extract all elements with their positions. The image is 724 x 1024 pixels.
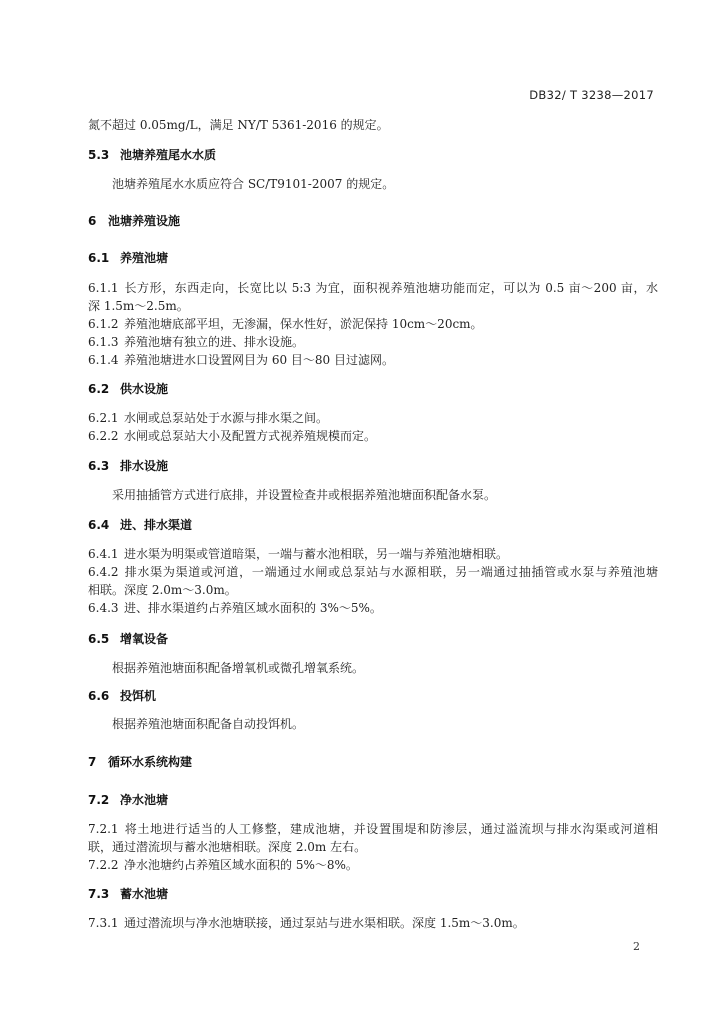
clause-number: 7.3.1 <box>88 916 119 930</box>
heading-title: 循环水系统构建 <box>108 755 193 769</box>
heading-number: 6.1 <box>88 251 110 265</box>
heading-number: 6.4 <box>88 518 110 532</box>
clause-text: 通过潜流坝与净水池塘联接，通过泵站与进水渠相联。深度 1.5m～3.0m。 <box>124 916 525 930</box>
clause-text: 将土地进行适当的人工修整，建成池塘，并设置围堤和防渗层，通过溢流坝与排水沟渠或河道相 <box>124 822 658 836</box>
heading-title: 蓄水池塘 <box>120 887 169 901</box>
clause-6-2-2 <box>88 428 658 445</box>
clause-6-1-1 <box>88 280 658 297</box>
clause-number: 6.4.2 <box>88 565 119 579</box>
heading-title: 进、排水渠道 <box>120 518 193 532</box>
standard-code: DB32/ T 3238—2017 <box>529 88 654 102</box>
clause-continuation: 深 1.5m～2.5m。 <box>88 299 189 313</box>
clause-continuation: 联，通过潜流坝与蓄水池塘相联。深度 2.0m 左右。 <box>88 840 367 854</box>
heading-number: 6.2 <box>88 382 110 396</box>
clause-number: 6.1.3 <box>88 335 119 349</box>
heading-title: 净水池塘 <box>120 793 169 807</box>
clause-6-4-3 <box>88 600 658 617</box>
heading-6-4 <box>88 517 658 534</box>
heading-title: 供水设施 <box>120 382 169 396</box>
clause-text: 净水池塘约占养殖区域水面积的 5%～8%。 <box>124 858 358 872</box>
clause-7-2-1 <box>88 821 658 838</box>
clause-text: 养殖池塘有独立的进、排水设施。 <box>124 335 305 349</box>
paragraph: 根据养殖池塘面积配备增氧机或微孔增氧系统。 <box>112 661 365 675</box>
clause-text: 水闸或总泵站大小及配置方式视养殖规模而定。 <box>124 429 377 443</box>
clause-number: 6.1.4 <box>88 353 119 367</box>
clause-number: 6.4.3 <box>88 601 119 615</box>
clause-6-1-3 <box>88 334 658 351</box>
clause-6-4-1 <box>88 546 658 563</box>
clause-number: 6.1.2 <box>88 317 119 331</box>
clause-number: 6.2.1 <box>88 411 119 425</box>
clause-number: 6.2.2 <box>88 429 119 443</box>
clause-6-1-2 <box>88 316 658 333</box>
page-number: 2 <box>633 940 640 953</box>
clause-number: 6.4.1 <box>88 547 119 561</box>
heading-number: 7 <box>88 755 97 769</box>
clause-continuation: 相联。深度 2.0m～3.0m。 <box>88 583 237 597</box>
heading-title: 池塘养殖尾水水质 <box>120 148 217 162</box>
heading-6 <box>88 213 658 230</box>
clause-text: 长方形，东西走向，长宽比以 5:3 为宜，面积视养殖池塘功能而定，可以为 0.5 亩～200 亩，水 <box>124 281 658 295</box>
clause-7-3-1 <box>88 915 658 932</box>
heading-7 <box>88 754 658 771</box>
clause-6-4-2 <box>88 564 658 581</box>
paragraph: 采用抽插管方式进行底排，并设置检查井或根据养殖池塘面积配备水泵。 <box>112 488 497 502</box>
clause-text: 进、排水渠道约占养殖区域水面积的 3%～5%。 <box>124 601 382 615</box>
clause-number: 7.2.2 <box>88 858 119 872</box>
heading-title: 投饵机 <box>120 689 157 703</box>
heading-number: 7.2 <box>88 793 110 807</box>
heading-title: 排水设施 <box>120 459 169 473</box>
clause-6-1-4 <box>88 352 658 369</box>
heading-title: 养殖池塘 <box>120 251 169 265</box>
heading-number: 7.3 <box>88 887 110 901</box>
clause-text: 养殖池塘进水口设置网目为 60 目～80 目过滤网。 <box>124 353 394 367</box>
heading-7-2 <box>88 792 658 809</box>
clause-7-2-2 <box>88 857 658 874</box>
heading-number: 5.3 <box>88 148 110 162</box>
heading-7-3 <box>88 886 658 903</box>
heading-number: 6.5 <box>88 632 110 646</box>
heading-6-1 <box>88 250 658 267</box>
clause-6-2-1 <box>88 410 658 427</box>
heading-number: 6 <box>88 214 97 228</box>
continued-text: 氮不超过 0.05mg/L，满足 NY/T 5361-2016 的规定。 <box>88 118 389 132</box>
heading-number: 6.3 <box>88 459 110 473</box>
heading-6-6 <box>88 688 658 705</box>
heading-6-3 <box>88 458 658 475</box>
paragraph: 池塘养殖尾水水质应符合 SC/T9101-2007 的规定。 <box>112 177 395 191</box>
clause-text: 养殖池塘底部平坦，无渗漏，保水性好，淤泥保持 10cm～20cm。 <box>124 317 483 331</box>
heading-title: 池塘养殖设施 <box>108 214 181 228</box>
heading-6-2 <box>88 381 658 398</box>
clause-number: 6.1.1 <box>88 281 119 295</box>
heading-6-5 <box>88 631 658 648</box>
clause-text: 进水渠为明渠或管道暗渠，一端与蓄水池相联，另一端与养殖池塘相联。 <box>124 547 509 561</box>
heading-number: 6.6 <box>88 689 110 703</box>
heading-5-3 <box>88 147 658 164</box>
heading-title: 增氧设备 <box>120 632 169 646</box>
paragraph: 根据养殖池塘面积配备自动投饵机。 <box>112 717 305 731</box>
clause-number: 7.2.1 <box>88 822 119 836</box>
clause-text: 水闸或总泵站处于水源与排水渠之间。 <box>124 411 329 425</box>
clause-text: 排水渠为渠道或河道，一端通过水闸或总泵站与水源相联，另一端通过抽插管或水泵与养殖池塘 <box>124 565 658 579</box>
